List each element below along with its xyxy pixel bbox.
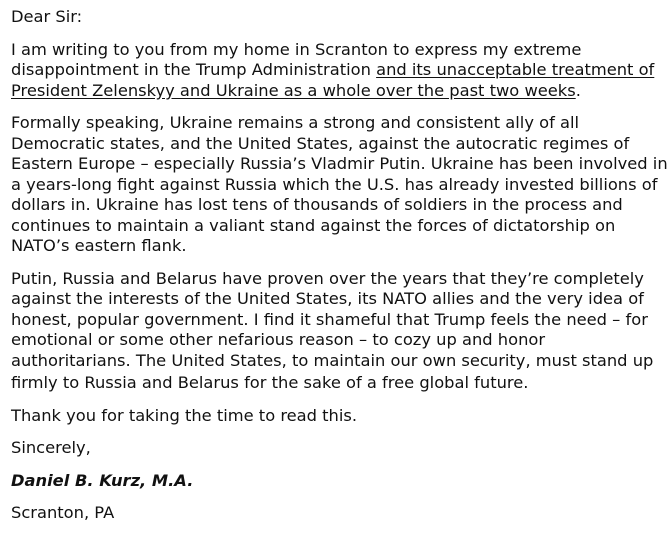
paragraph-3-line-3: honest, popular government. I find it shameful that Trump feels the need – for (11, 309, 648, 329)
paragraph-2 (11, 113, 668, 257)
paragraph-1-line-3 (11, 81, 581, 100)
letter-document[interactable] (11, 7, 668, 536)
paragraph-3-line-1: Putin, Russia and Belarus have proven over the years that they’re completely (11, 268, 644, 288)
paragraph-2-line-7: NATO’s eastern flank. (11, 236, 187, 255)
paragraph-2-line-3: Eastern Europe – especially Russia’s Vladmir Putin. Ukraine has been involved in (11, 154, 668, 173)
paragraph-3-line-5-end: urity, must stand up (487, 350, 654, 370)
paragraph-3-line-6: firmly to Russia and Belarus for the sake of a free global future. (11, 373, 529, 392)
paragraph-2-line-2: Democratic states, and the United States, against the autocratic regimes of (11, 133, 630, 153)
paragraph-3-line-5-start: authoritarians. The United States, to maintain our own sec (11, 350, 489, 370)
salutation-text: Dear Sir: (11, 7, 83, 26)
paragraph-3-line-2: against the interests of the United States, its NATO allies and the very idea of (11, 289, 644, 308)
paragraph-4-line-1: Thank you for taking the time to read this. (11, 405, 358, 425)
salutation (11, 7, 616, 28)
paragraph-1-line-1: I am writing to you from my home in Scranton to express my extreme (11, 39, 582, 59)
paragraph-2-line-5: dollars in. Ukraine has lost tens of thousands of soldiers in the process and (11, 195, 623, 214)
closing (11, 438, 616, 459)
period: . (575, 80, 581, 100)
paragraph-2-line-4: a years-long fight against Russia which the U.S. has already invested billions of (11, 174, 658, 194)
paragraph-2-line-1: Formally speaking, Ukraine remains a strong and consistent ally of all (11, 113, 580, 132)
paragraph-2-line-6: continues to maintain a valiant stand against the forces of dictatorship on (11, 215, 616, 235)
paragraph-3-line-5 (11, 351, 653, 370)
paragraph-3 (11, 268, 654, 394)
signature (11, 471, 616, 492)
paragraph-3-line-4: emotional or some other nefarious reason – to cozy up and honor (11, 330, 546, 349)
paragraph-1-line-2-text: disappointment in the Trump Administration (11, 60, 377, 79)
underlined-text: President Zelenskyy and Ukraine as a whole over the past two weeks (11, 80, 576, 100)
paragraph-4 (11, 406, 616, 427)
paragraph-1-line-2 (11, 60, 654, 79)
location (11, 503, 616, 524)
signature-name: Daniel B. Kurz, M.A. (11, 470, 194, 490)
paragraph-1 (11, 39, 655, 102)
closing-text: Sincerely, (11, 438, 91, 457)
location-text: Scranton, PA (11, 503, 115, 522)
underlined-text: and its unacceptable treatment of (376, 60, 655, 79)
